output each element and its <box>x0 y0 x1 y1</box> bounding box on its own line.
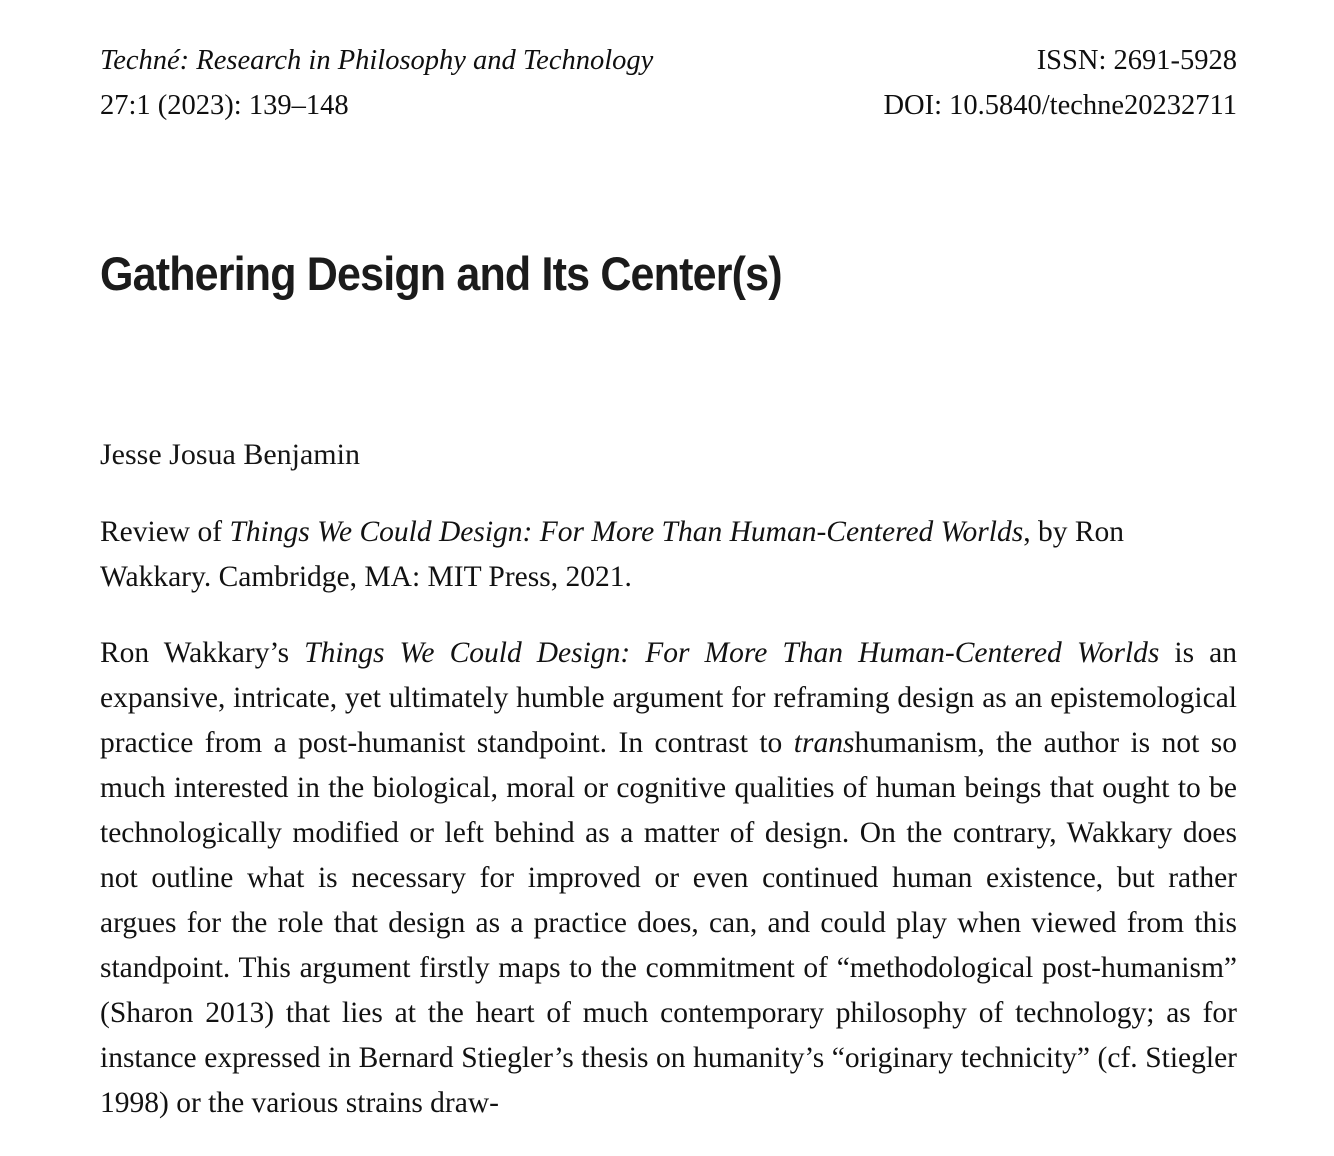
issn-label: ISSN: 2691-5928 <box>1036 45 1237 76</box>
running-head <box>100 38 1237 128</box>
doi-label: DOI: 10.5840/techne20232711 <box>883 90 1237 121</box>
author-name: Jesse Josua Benjamin <box>100 438 360 471</box>
page-title: Gathering Design and Its Center(s) <box>100 247 782 300</box>
body-segment-1: Things We Could Design: For More Than Human-Centered Worlds <box>304 637 1160 669</box>
reviewed-book-title: Things We Could Design: For More Than Human-Centered Worlds <box>229 516 1024 548</box>
running-head-line-2 <box>100 83 1237 128</box>
body-segment-0: Ron Wakkary’s <box>100 637 305 669</box>
review-of-prefix: Review of <box>100 516 230 548</box>
document-page <box>100 0 1237 1156</box>
running-head-line-1 <box>100 38 1237 83</box>
volume-issue-pages: 27:1 (2023): 139–148 <box>100 90 349 121</box>
body-segment-4: humanism, the author is not so much interested in the biological, moral or cognitive qualities of human beings that ought to be technologically modified or left behind as a matter of design. On the contrary, Wakkary does not outline what is necessary for improved or even continued human existence, but rather argues for the role that design as a practice does, can, and could play when viewed from this standpoint. This argument firstly maps to the commitment of “methodological post-humanism” (Sharon 2013) that lies at the heart of much contemporary philosophy of technology; as for instance expressed in Bernard Stiegler’s thesis on humanity’s “originary technicity” (cf. Stiegler 1998) or the various strains draw- <box>100 727 1237 1119</box>
body-paragraph <box>100 631 1237 1126</box>
body-segment-2: is an expansive, intricate, yet ultimately humble argument for reframing design as an epistemological practice from a post-humanist standpoint. In contrast to <box>100 637 1238 759</box>
review-of-line <box>100 510 1237 600</box>
review-of-suffix: , by Ron Wakkary. Cambridge, MA: MIT Press, 2021. <box>100 516 1125 593</box>
journal-name: Techné: Research in Philosophy and Technology <box>100 45 654 76</box>
body-segment-3: trans <box>793 727 855 759</box>
